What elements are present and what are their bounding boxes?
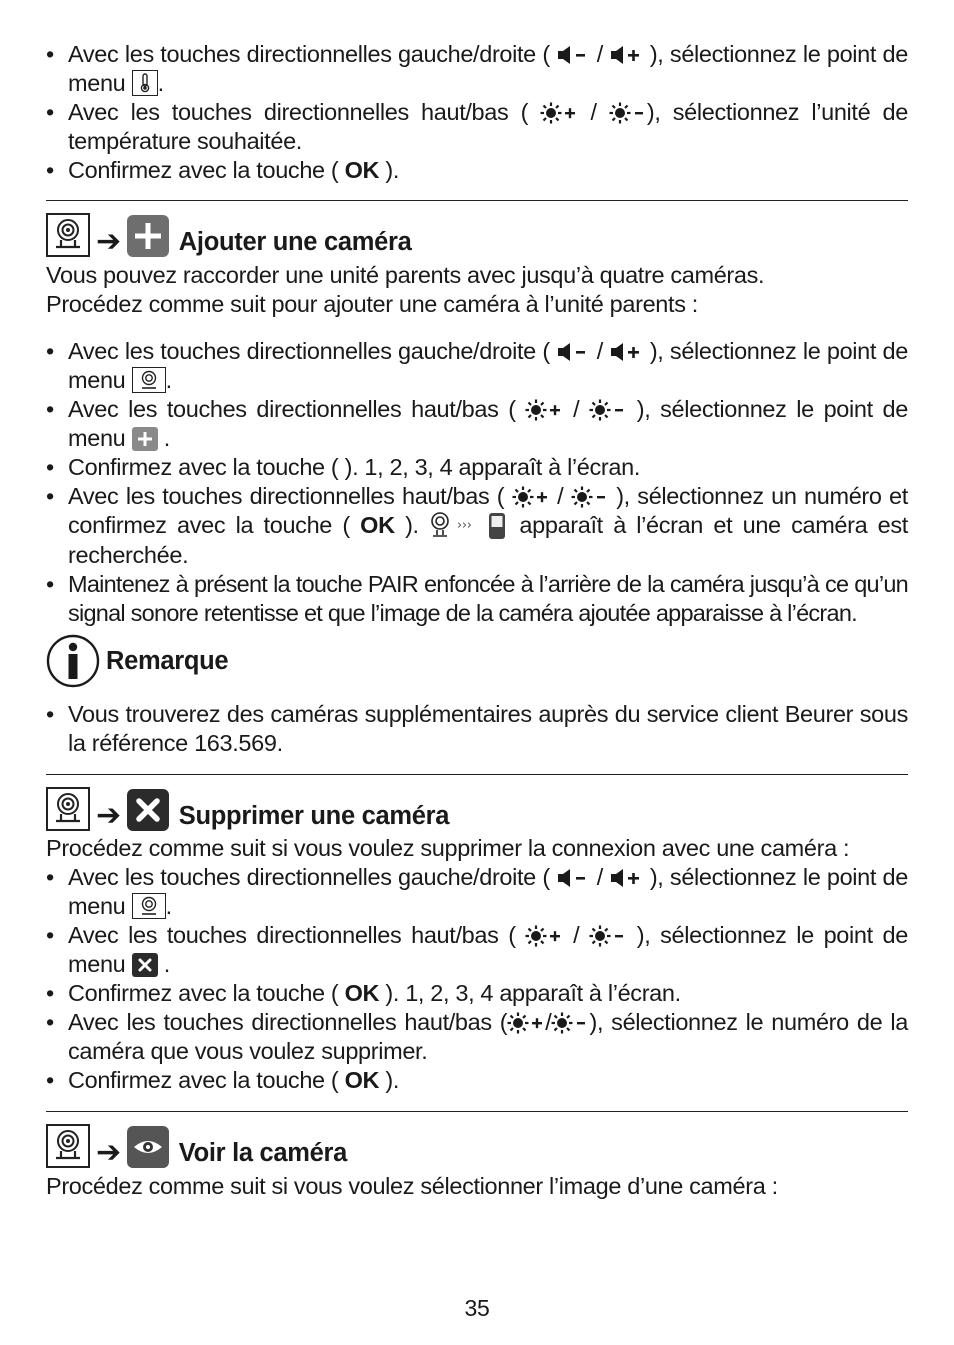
arrow-right-icon: ➔ [96, 225, 121, 258]
ok-key-symbol: OK [344, 1067, 380, 1093]
list-item: • Avec les touches directionnelles gauche/droite ( / ), sélectionnez le point de menu . [46, 40, 908, 98]
manual-page [46, 40, 908, 1201]
info-icon [46, 634, 100, 688]
volume-up-icon [609, 341, 643, 363]
section-heading-add-camera [46, 209, 908, 257]
brightness-up-icon [525, 925, 563, 947]
arrow-right-icon: ➔ [96, 799, 121, 832]
paragraph: Procédez comme suit si vous voulez sélectionner l’image d’une caméra : [46, 1173, 778, 1199]
ok-key-symbol: OK [344, 157, 380, 183]
delete-x-icon [132, 953, 158, 977]
volume-down-icon [556, 341, 590, 363]
camera-menu-icon [46, 787, 90, 831]
camera-pairing-icon [429, 511, 509, 541]
brightness-down-icon [571, 486, 609, 508]
section-divider [46, 774, 908, 775]
ok-key-symbol: OK [360, 512, 395, 538]
brightness-up-icon [507, 1012, 545, 1034]
volume-up-icon [609, 867, 643, 889]
list-item: • Confirmez avec la touche ( OK ). [46, 156, 908, 185]
brightness-up-icon [525, 399, 563, 421]
list-item: • Vous trouverez des caméras supplémentaires auprès du service client Beurer sous la référence 163.569. [46, 700, 908, 758]
delete-x-icon [127, 789, 169, 831]
page-number: 35 [464, 1295, 490, 1321]
add-camera-steps [46, 337, 908, 628]
list-item: • Maintenez à présent la touche PAIR enfoncée à l’arrière de la caméra jusqu’à ce qu’un signal sonore retentisse et que l’image de la caméra ajoutée apparaisse à l’écran. [46, 570, 908, 628]
section-divider [46, 1111, 908, 1112]
list-item: • Confirmez avec la touche ( ). 1, 2, 3, 4 apparaît à l’écran. [46, 453, 908, 482]
camera-icon [132, 367, 166, 393]
list-item: • Avec les touches directionnelles gauche/droite ( / ), sélectionnez le point de menu . [46, 863, 908, 921]
remark-heading [46, 634, 908, 688]
brightness-up-icon [540, 102, 578, 124]
add-plus-icon [127, 215, 169, 257]
list-item: • Avec les touches directionnelles haut/bas ( / ), sélectionnez le numéro de la caméra que vous voulez supprimer. [46, 1008, 908, 1066]
section-heading-view-camera [46, 1120, 908, 1168]
list-item: • Avec les touches directionnelles haut/bas ( / ), sélectionnez l’unité de température souhaitée. [46, 98, 908, 156]
volume-down-icon [556, 44, 590, 66]
brightness-down-icon [589, 925, 627, 947]
add-plus-icon [132, 427, 158, 451]
svg-text:›››: ››› [457, 518, 472, 533]
camera-menu-icon [46, 213, 90, 257]
brightness-down-icon [609, 102, 647, 124]
paragraph: Vous pouvez raccorder une unité parents avec jusqu’à quatre caméras. [46, 262, 765, 288]
ok-key-symbol: OK [344, 980, 380, 1006]
list-item: • Avec les touches directionnelles haut/bas ( / ), sélectionnez un numéro et confirmez avec la touche ( OK ). ››› apparaît à l’écran et une caméra est recherchée. [46, 482, 908, 570]
brightness-up-icon [512, 486, 550, 508]
list-item: • Avec les touches directionnelles haut/bas ( / ), sélectionnez le point de menu . [46, 921, 908, 979]
camera-icon [132, 893, 166, 919]
brightness-down-icon [551, 1012, 589, 1034]
camera-menu-icon [46, 1124, 90, 1168]
section-title: Ajouter une caméra [178, 228, 412, 256]
section-title: Voir la caméra [178, 1139, 348, 1167]
brightness-down-icon [589, 399, 627, 421]
paragraph: Procédez comme suit si vous voulez supprimer la connexion avec une caméra : [46, 835, 850, 861]
list-item: • Avec les touches directionnelles gauche/droite ( / ), sélectionnez le point de menu . [46, 337, 908, 395]
remark-list [46, 700, 908, 758]
eye-icon [127, 1126, 169, 1168]
list-item: • Confirmez avec la touche ( OK ). [46, 1066, 908, 1095]
paragraph: Procédez comme suit pour ajouter une caméra à l’unité parents : [46, 291, 698, 317]
remark-title: Remarque [106, 647, 229, 675]
intro-bullet-list [46, 40, 908, 185]
volume-down-icon [556, 867, 590, 889]
section-title: Supprimer une caméra [178, 802, 450, 830]
thermometer-icon [132, 70, 158, 96]
section-heading-delete-camera [46, 783, 908, 831]
list-item: • Avec les touches directionnelles haut/bas ( / ), sélectionnez le point de menu . [46, 395, 908, 453]
list-item: • Confirmez avec la touche ( OK ). 1, 2, 3, 4 apparaît à l’écran. [46, 979, 908, 1008]
delete-camera-steps [46, 863, 908, 1095]
volume-up-icon [609, 44, 643, 66]
section-divider [46, 200, 908, 201]
arrow-right-icon: ➔ [96, 1136, 121, 1169]
